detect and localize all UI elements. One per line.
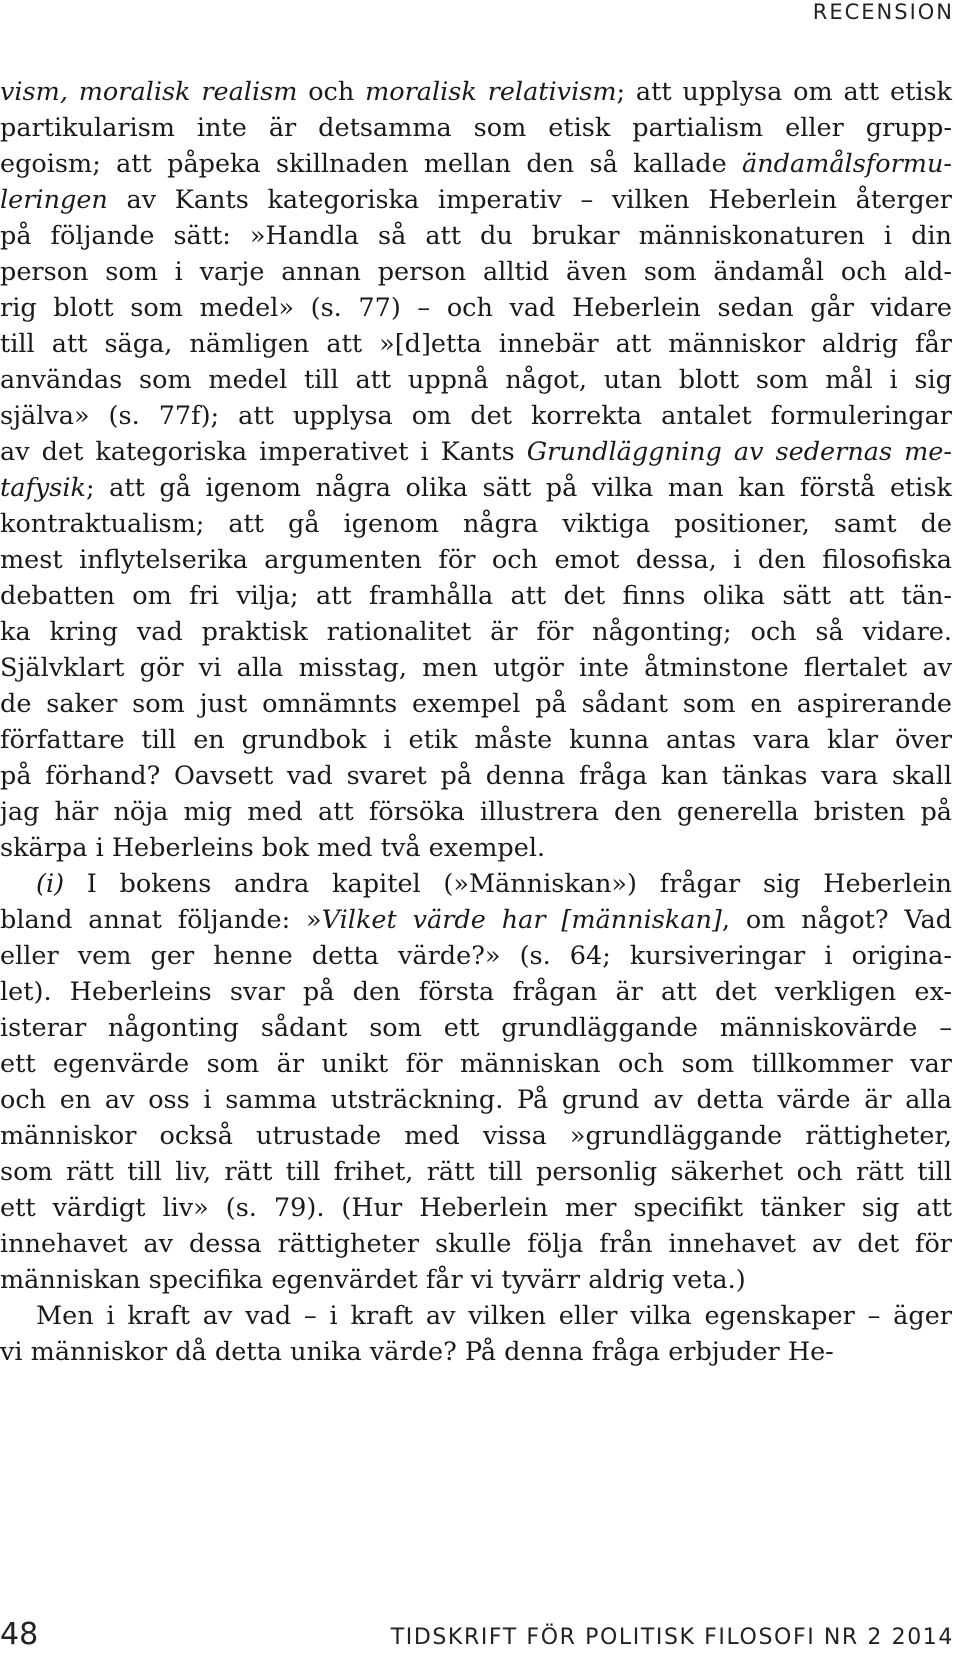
text-run: ett värdigt liv» (s. 79). (Hur Heberlein mer specifikt tänker sig att bbox=[0, 1193, 952, 1223]
text-run: debatten om fri vilja; att framhålla att det finns olika sätt att tän- bbox=[0, 581, 952, 611]
text-line bbox=[0, 1082, 952, 1118]
text-run: användas som medel till att uppnå något, utan blott som mål i sig bbox=[0, 365, 952, 395]
text-line bbox=[0, 434, 952, 470]
text-run: författare till en grundbok i etik måste kunna antas vara klar över bbox=[0, 725, 952, 755]
text-line bbox=[0, 974, 952, 1010]
text-line bbox=[0, 218, 952, 254]
text-run: ; att upplysa om att etisk bbox=[616, 77, 953, 107]
italic-run: vism, moralisk realism bbox=[0, 77, 298, 107]
text-run: I bokens andra kapitel (»Människan») frågar sig Heberlein bbox=[64, 869, 952, 899]
italic-run: Grundläggning av sedernas me- bbox=[526, 437, 952, 467]
italic-run: (i) bbox=[36, 869, 65, 899]
text-run: skärpa i Heberleins bok med två exempel. bbox=[0, 833, 546, 863]
text-run: ett egenvärde som är unikt för människan och som tillkommer var bbox=[0, 1049, 952, 1079]
italic-run: tafysik bbox=[0, 473, 86, 503]
text-run: själva» (s. 77f); att upplysa om det korrekta antalet formuleringar bbox=[0, 401, 952, 431]
text-line bbox=[0, 1010, 952, 1046]
text-run: Självklart gör vi alla misstag, men utgör inte åtminstone flertalet av bbox=[0, 653, 952, 683]
italic-run: leringen bbox=[0, 185, 108, 215]
text-line bbox=[0, 182, 952, 218]
text-run: som rätt till liv, rätt till frihet, rätt till personlig säkerhet och rätt till bbox=[0, 1157, 952, 1187]
text-line bbox=[0, 398, 952, 434]
text-run: till att säga, nämligen att »[d]etta innebär att människor aldrig får bbox=[0, 329, 952, 359]
text-line bbox=[0, 650, 952, 686]
text-run: ; att gå igenom några olika sätt på vilka man kan förstå etisk bbox=[86, 473, 952, 503]
text-line bbox=[0, 614, 952, 650]
text-run: ka kring vad praktisk rationalitet är för någonting; och så vidare. bbox=[0, 617, 952, 647]
text-run: människan specifika egenvärdet får vi tyvärr aldrig veta.) bbox=[0, 1265, 746, 1295]
text-line bbox=[0, 1334, 952, 1370]
text-line bbox=[0, 1298, 952, 1334]
text-line bbox=[0, 110, 952, 146]
text-line bbox=[0, 578, 952, 614]
text-run: innehavet av dessa rättigheter skulle följa från innehavet av det för bbox=[0, 1229, 952, 1259]
text-line bbox=[0, 362, 952, 398]
text-run: bland annat följande: » bbox=[0, 905, 322, 935]
text-line bbox=[0, 722, 952, 758]
text-line bbox=[0, 830, 952, 866]
text-run: jag här nöja mig med att försöka illustrera den generella bristen på bbox=[0, 797, 952, 827]
text-run: vi människor då detta unika värde? På denna fråga erbjuder He- bbox=[0, 1337, 834, 1367]
text-line bbox=[0, 506, 952, 542]
text-line bbox=[0, 938, 952, 974]
section-header: RECENSION bbox=[812, 0, 954, 24]
italic-run: ändamålsformu- bbox=[742, 149, 952, 179]
text-line bbox=[0, 74, 952, 110]
text-line bbox=[0, 794, 952, 830]
text-line bbox=[0, 290, 952, 326]
text-run: isterar någonting sådant som ett grundläggande människovärde – bbox=[0, 1013, 952, 1043]
text-line bbox=[0, 1262, 952, 1298]
text-line bbox=[0, 1226, 952, 1262]
text-line bbox=[0, 146, 952, 182]
text-run: på förhand? Oavsett vad svaret på denna fråga kan tänkas vara skall bbox=[0, 761, 952, 791]
text-line bbox=[0, 902, 952, 938]
text-run: let). Heberleins svar på den första frågan är att det verkligen ex- bbox=[0, 977, 952, 1007]
text-run: person som i varje annan person alltid även som ändamål och ald- bbox=[0, 257, 952, 287]
text-line bbox=[0, 1118, 952, 1154]
page-number: 48 bbox=[0, 1617, 39, 1652]
text-run: på följande sätt: »Handla så att du brukar människonaturen i din bbox=[0, 221, 952, 251]
text-line bbox=[0, 1154, 952, 1190]
text-run: kontraktualism; att gå igenom några viktiga positioner, samt de bbox=[0, 509, 952, 539]
italic-run: Vilket värde har [människan] bbox=[321, 905, 722, 935]
text-line bbox=[0, 758, 952, 794]
text-line bbox=[0, 326, 952, 362]
journal-title: TIDSKRIFT FÖR POLITISK FILOSOFI NR 2 2014 bbox=[390, 1625, 954, 1650]
text-run: mest inflytelserika argumenten för och emot dessa, i den filosofiska bbox=[0, 545, 952, 575]
text-run: av det kategoriska imperativet i Kants bbox=[0, 437, 527, 467]
text-run: partikularism inte är detsamma som etisk partialism eller grupp- bbox=[0, 113, 952, 143]
text-run: Men i kraft av vad – i kraft av vilken eller vilka egenskaper – äger bbox=[36, 1301, 952, 1331]
text-line bbox=[0, 1046, 952, 1082]
text-line bbox=[0, 866, 952, 902]
text-run: av Kants kategoriska imperativ – vilken Heberlein återger bbox=[107, 185, 952, 215]
text-line bbox=[0, 254, 952, 290]
text-line bbox=[0, 542, 952, 578]
text-run: egoism; att påpeka skillnaden mellan den så kallade bbox=[0, 149, 743, 179]
page-footer bbox=[0, 1617, 954, 1652]
body-text bbox=[0, 74, 952, 1370]
text-run: och en av oss i samma utsträckning. På grund av detta värde är alla bbox=[0, 1085, 952, 1115]
text-line bbox=[0, 686, 952, 722]
text-run: rig blott som medel» (s. 77) – och vad Heberlein sedan går vidare bbox=[0, 293, 952, 323]
text-line bbox=[0, 1190, 952, 1226]
text-run: , om något? Vad bbox=[721, 905, 952, 935]
text-run: och bbox=[297, 77, 366, 107]
text-run: eller vem ger henne detta värde?» (s. 64; kursiveringar i origina- bbox=[0, 941, 952, 971]
text-run: de saker som just omnämnts exempel på sådant som en aspirerande bbox=[0, 689, 952, 719]
text-line bbox=[0, 470, 952, 506]
text-run: människor också utrustade med vissa »grundläggande rättigheter, bbox=[0, 1121, 952, 1151]
italic-run: moralisk relativism bbox=[365, 77, 617, 107]
